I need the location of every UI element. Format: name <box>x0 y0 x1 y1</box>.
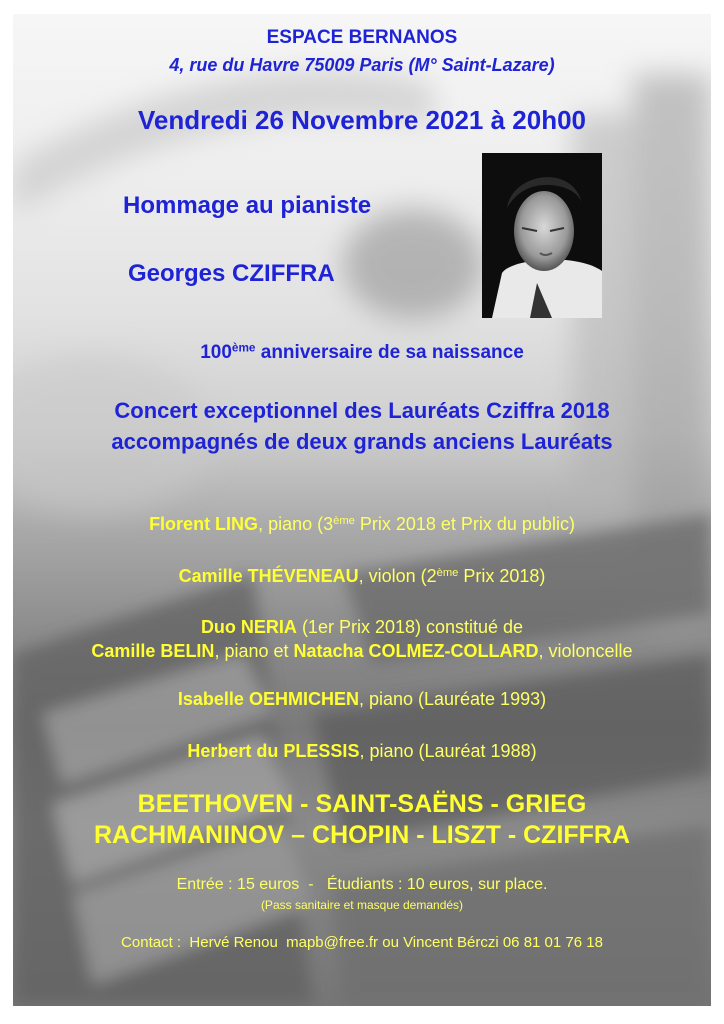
performer-theveneau-sup: ème <box>436 566 459 579</box>
composers-line1: BEETHOVEN - SAINT-SAËNS - GRIEG <box>137 790 587 818</box>
admission-line: Entrée : 15 euros - Étudiants : 10 euros, sur place. <box>176 876 548 893</box>
portrait-photo <box>482 153 602 318</box>
performer-plessis <box>13 741 711 762</box>
composers-line2: RACHMANINOV – CHOPIN - LISZT - CZIFFRA <box>93 821 631 849</box>
anniversary-line <box>13 342 711 364</box>
performer-plessis-name: Herbert du PLESSIS <box>187 741 360 761</box>
venue-address: 4, rue du Havre 75009 Paris (M° Saint-Lazare) <box>169 55 555 75</box>
performer-plessis-desc: , piano (Lauréat 1988) <box>359 741 537 761</box>
contact-line: Contact : Hervé Renou mapb@free.fr ou Vincent Bérczi 06 81 01 76 18 <box>121 934 603 951</box>
anniversary-sup: ème <box>231 341 256 355</box>
performer-theveneau-desc-b: Prix 2018) <box>458 566 546 586</box>
performer-theveneau <box>13 566 711 587</box>
performer-ling-desc-b: Prix 2018 et Prix du public) <box>354 514 575 534</box>
anniversary-number: 100 <box>200 342 232 363</box>
venue-name: ESPACE BERNANOS <box>266 27 458 48</box>
poster <box>13 14 711 1006</box>
performer-theveneau-desc-a: , violon (2 <box>358 566 437 586</box>
performer-neria-members <box>13 641 711 662</box>
admission-note: (Pass sanitaire et masque demandés) <box>260 898 464 912</box>
performer-neria-name: Duo NERIA <box>200 617 297 637</box>
performer-neria-member1: Camille BELIN <box>91 641 215 661</box>
performer-neria-member1-desc: , piano et <box>214 641 294 661</box>
event-date: Vendredi 26 Novembre 2021 à 20h00 <box>137 105 587 135</box>
performer-neria-member2-desc: , violoncelle <box>538 641 633 661</box>
performer-oehmichen-name: Isabelle OEHMICHEN <box>177 689 359 709</box>
performer-neria-member2: Natacha COLMEZ-COLLARD <box>293 641 539 661</box>
background-photo <box>13 14 711 1006</box>
performer-oehmichen-desc: , piano (Lauréate 1993) <box>358 689 547 709</box>
performer-neria-desc: (1er Prix 2018) constitué de <box>296 617 524 637</box>
performer-ling-sup: ème <box>333 514 355 527</box>
tribute-line1: Hommage au pianiste <box>123 192 372 219</box>
performer-ling-name: Florent LING <box>149 514 259 534</box>
tribute-line2: Georges CZIFFRA <box>128 260 335 287</box>
performer-neria <box>13 617 711 638</box>
performer-ling <box>13 514 711 535</box>
performer-oehmichen <box>13 689 711 710</box>
anniversary-rest: anniversaire de sa naissance <box>255 342 524 363</box>
performer-ling-desc-a: , piano (3 <box>258 514 334 534</box>
performer-theveneau-name: Camille THÉVENEAU <box>178 566 359 586</box>
concert-line2: accompagnés de deux grands anciens Lauréats <box>111 429 613 454</box>
concert-line1: Concert exceptionnel des Lauréats Cziffra 2018 <box>114 398 610 423</box>
